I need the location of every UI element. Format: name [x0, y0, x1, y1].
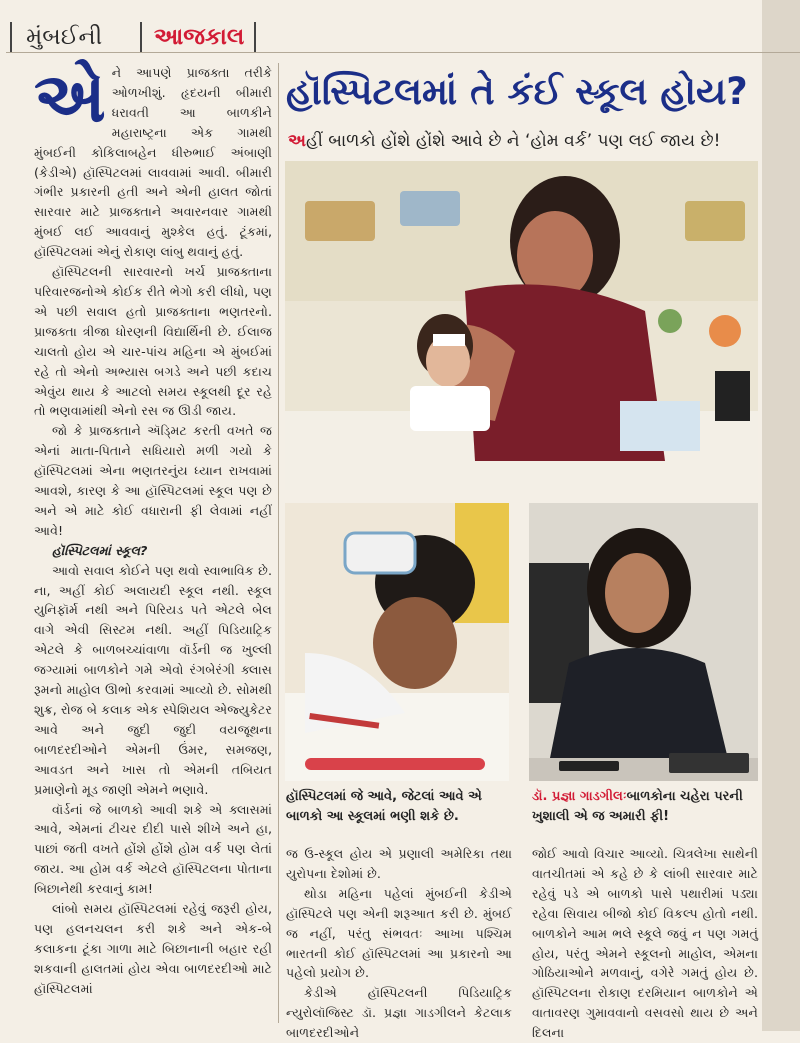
- paragraph: એને આપણે પ્રાજક્તા તરીકે ઓળખીશું. હૃદયની બીમારી ધરાવતી આ બાળકીને મહારાષ્ટ્રના એક ગામથી મુંબઈની કોકિલાબહેન ધીરુભાઈ અંબાણી (કેડીએ) હૉસ્પિટલમાં લાવવામાં આવી. બીમારી ગંભીર પ્રકારની હતી અને એની હાલત જોતાં સારવાર માટે પ્રાજક્તાને અવારનવાર ગામથી મુંબઈ લઈ આવવાનું મુશ્કેલ હતું. ટૂંકમાં, હૉસ્પિટલમાં એનું રોકાણ લાંબુ થવાનું હતું.: [34, 59, 272, 260]
- photo-teacher-with-child: [285, 161, 758, 490]
- paragraph: વૉર્ડનાં જે બાળકો આવી શકે એ ક્લાસમાં આવે, એમનાં ટીચર દીદી પાસે શીખે અને હા, પાછાં જતી વખતે હોંશે હોંશે હોમ વર્ક પણ લેતાં જાય. આ હોમ વર્ક એટલે હૉસ્પિટલના પોતાના બિછાનેથી કરવાનું કામ!: [34, 801, 272, 897]
- paragraph: આવો સવાલ કોઈને પણ થવો સ્વાભાવિક છે. ના, અહીં કોઈ અલાયદી સ્કૂલ નથી. સ્કૂલ યુનિફૉર્મ નથી અને પિરિયડ પતે એટલે બેલ વાગે એવી સિસ્ટમ નથી. અહીં પિડિયાટ્રિક એટલે કે બાળબચ્ચાંવાળા વૉર્ડની જ ખુલ્લી જગ્યામાં બાળકોને ગમે એવો રંગબેરંગી ક્લાસ રૂમનો માહોલ ઊભો કરવામાં આવ્યો છે. સોમથી શુક્ર, રોજ બે કલાક એક સ્પેશિયલ એજ્યુકેટર આવે અને જુદી જુદી વયજૂથના બાળદરદીઓને એમની ઉંમર, સમજણ, આવડત અને ખાસ તો એમની તબિયત પ્રમાણેનો મૂડ જાણી એમને ભણાવે.: [34, 562, 272, 797]
- header-bar-middle: [140, 22, 142, 52]
- header-bar-right: [254, 22, 256, 52]
- subhead-lead: અ: [288, 131, 306, 151]
- caption-right: [532, 787, 758, 827]
- article-subhead: [288, 131, 793, 151]
- paragraph: જ ઉ-સ્કૂલ હોય એ પ્રણાલી અમેરિકા તથા યુરોપના દેશોમાં છે.: [286, 846, 512, 881]
- paragraph: જો કે પ્રાજક્તાને ઍડ્મિટ કરતી વખતે જ એનાં માતા-પિતાને સધિયારો મળી ગયો કે હૉસ્પિટલમાં એના ભણતરનુંય ધ્યાન રાખવામાં આવશે, કારણ કે આ હૉસ્પિટલમાં સ્કૂલ પણ છે અને એ માટે કોઈ વધારાની ફી લેવામાં નહીં આવે!: [34, 423, 272, 538]
- subheading: હૉસ્પિટલમાં સ્કૂલ?: [52, 542, 148, 558]
- drop-cap: એ: [34, 59, 106, 138]
- article-column-1: [34, 59, 272, 999]
- paragraph: લાંબો સમય હૉસ્પિટલમાં રહેવું જરૂરી હોય, પણ હલનચલન કરી શકે અને એક-બે કલાકના ટૂંકા ગાળા માટે બિછાનાની બહાર રહી શકવાની હાલતમાં હોય એવા બાળદરદીઓ માટે હૉસ્પિટલમાં: [34, 901, 272, 996]
- section-name-highlight: આજકાલ: [154, 24, 245, 50]
- caption-name: ડૉ. પ્રજ્ઞા ગાડગીલઃ: [532, 789, 627, 804]
- paragraph: થોડા મહિના પહેલાં મુંબઈની કેડીએ હૉસ્પિટલે પણ એની શરૂઆત કરી છે. મુંબઈ જ નહીં, પરંતુ સંભવતઃ આખા પશ્ચિમ ભારતની કોઈ હૉસ્પિટલમાં આ પ્રકારનો આ પહેલો પ્રયોગ છે.: [286, 885, 512, 981]
- paragraph: જોઈ આવો વિચાર આવ્યો. ચિત્રલેખા સાથેની વાતચીતમાં એ કહે છે કે લાંબી સારવાર માટે રહેવું પડે એ બાળકો પાસે પથારીમાં પડ્યા રહેવા સિવાય બીજો કોઈ વિકલ્પ હોતો નથી. બાળકોને આમ ભલે સ્કૂલે જવું ન પણ ગમતું હોય, પરંતુ એમને સ્કૂલનો માહોલ, એમના ગોઠિયાઓને મળવાનું, વગેરે ગમતું હોય છે. હૉસ્પિટલના રોકાણ દરમિયાન બાળકોને એ વાતાવરણ ગુમાવવાનો વસવસો થાય છે અને દિલના: [532, 846, 758, 1041]
- section-name: મુંબઈની: [26, 24, 103, 50]
- paragraph: હૉસ્પિટલની સારવારનો ખર્ચ પ્રાજક્તાના પરિવારજનોએ કોઈક રીતે ભેગો કરી લીધો, પણ એ પછી સવાલ હતો પ્રાજક્તાના ભણતરનો. પ્રાજક્તા ત્રીજા ધોરણની વિદ્યાર્થિની છે. ઈલાજ ચાલતો હોય એ ચાર-પાંચ મહિના એ મુંબઈમાં રહે તો એનો અભ્યાસ બગડે અને પછી કદાચ એવુંય થાય કે આટલો સમય સ્કૂલથી દૂર રહે તો ભણવામાંથી એનો રસ જ ઊડી જાય.: [34, 264, 272, 419]
- article-column-2: [286, 844, 512, 1043]
- caption-left: હૉસ્પિટલમાં જે આવે, જેટલાં આવે એ બાળકો આ સ્કૂલમાં ભણી શકે છે.: [286, 789, 482, 824]
- paragraph: કેડીએ હૉસ્પિટલની પિડિયાટ્રિક ન્યુરોલૉજિસ્ટ ડૉ. પ્રજ્ઞા ગાડગીલને કેટલાક બાળદરદીઓને: [286, 985, 512, 1041]
- caption-text: બાળકોના ચહેરા પરની ખુશાલી એ જ અમારી ફી!: [532, 789, 743, 824]
- section-header: [6, 8, 800, 53]
- photo-dr-pragnya: [529, 503, 758, 781]
- adjacent-page-edge: [762, 0, 800, 1031]
- header-bar-left: [10, 22, 12, 52]
- subhead-rest: હીં બાળકો હોંશે હોંશે આવે છે ને ‘હોમ વર્ક’ પણ લઈ જાય છે!: [305, 131, 721, 151]
- photo-boy-studying: [285, 503, 509, 781]
- column-divider: [278, 63, 279, 1023]
- article-column-3: [532, 844, 758, 1043]
- article-headline: હૉસ્પિટલમાં તે કંઈ સ્કૂલ હોય?: [286, 70, 748, 113]
